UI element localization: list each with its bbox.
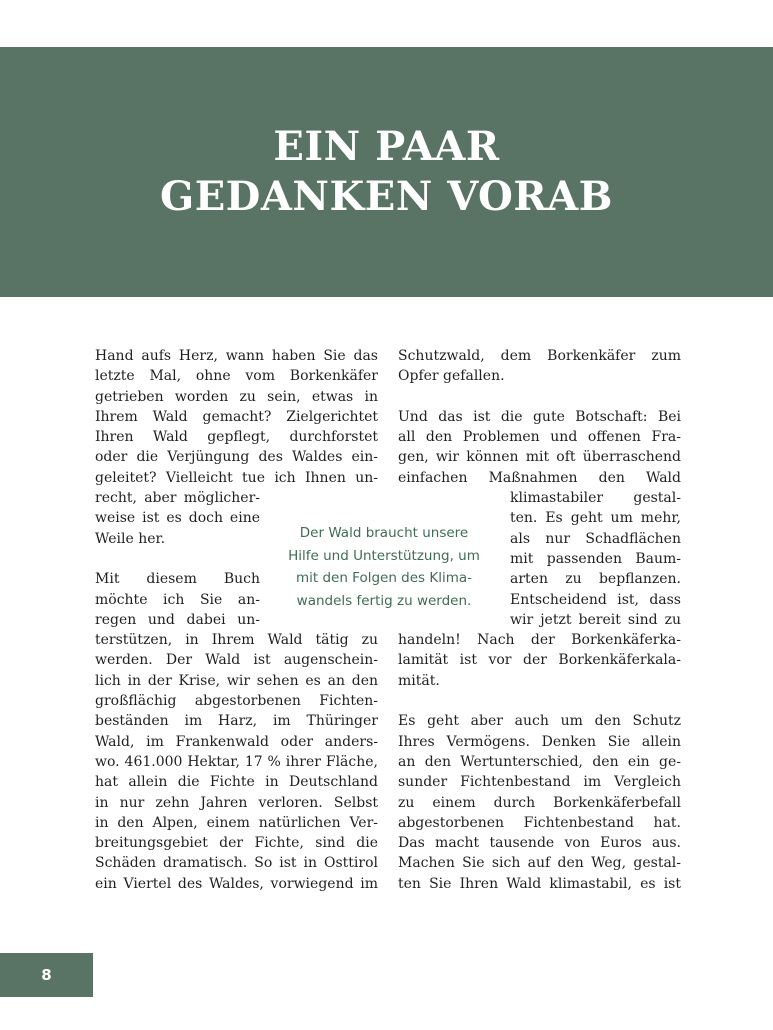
- text-line: getrieben worden zu sein, etwas in: [95, 388, 378, 405]
- text-line: all den Problemen und offenen Fra-: [398, 429, 681, 446]
- text-line: lamität ist vor der Borkenkäferkala-: [398, 652, 681, 669]
- page-number: 8: [41, 966, 52, 984]
- text-line: Machen Sie sich auf den Weg, gestal-: [398, 855, 681, 872]
- text-line: klimastabiler gestal-: [510, 490, 681, 507]
- text-line: als nur Schadflächen: [510, 530, 681, 547]
- text-line: handeln! Nach der Borkenkäferka-: [398, 632, 681, 649]
- text-line: Und das ist die gute Botschaft: Bei: [398, 408, 681, 425]
- text-line: mität.: [398, 672, 440, 689]
- title-banner: [0, 47, 773, 297]
- text-line: Wald, im Frankenwald oder anders-: [95, 733, 378, 750]
- text-line: sunder Fichtenbestand im Vergleich: [398, 774, 681, 791]
- text-line: Ihres Vermögens. Denken Sie allein: [398, 733, 681, 750]
- page-number-badge: [0, 953, 93, 997]
- right-text-column: [398, 346, 681, 894]
- text-line: mit passenden Baum-: [510, 550, 681, 567]
- text-line: Schäden dramatisch. So ist in Osttirol: [95, 855, 378, 872]
- text-line: wir jetzt bereit sind zu: [510, 611, 681, 628]
- text-line: letzte Mal, ohne vom Borkenkäfer: [95, 368, 378, 385]
- text-line: einfachen Maßnahmen den Wald: [398, 469, 681, 486]
- text-line: beständen im Harz, im Thüringer: [95, 713, 378, 730]
- text-line: Hand aufs Herz, wann haben Sie das: [95, 348, 378, 364]
- text-line: breitungsgebiet der Fichte, sind die: [95, 835, 378, 852]
- text-line: oder die Verjüngung des Waldes ein-: [95, 449, 378, 466]
- text-line: werden. Der Wald ist augenschein-: [95, 652, 378, 669]
- text-line: Weile her.: [95, 530, 166, 547]
- text-line: regen und dabei un-: [95, 611, 260, 628]
- pull-quote-line: wandels fertig zu werden.: [296, 592, 472, 609]
- text-line: Ihren Wald gepflegt, durchforstet: [95, 429, 378, 446]
- text-line: wo. 461.000 Hektar, 17 % ihrer Fläche,: [95, 753, 378, 770]
- text-line: geleitet? Vielleicht tue ich Ihnen un-: [95, 469, 378, 486]
- text-line: weise ist es doch eine: [95, 510, 260, 527]
- text-line: Mit diesem Buch: [95, 571, 260, 588]
- text-line: möchte ich Sie an-: [95, 591, 260, 608]
- text-line: arten zu bepflanzen.: [510, 571, 681, 588]
- left-text-column: [95, 346, 378, 894]
- text-line: an den Wertunterschied, den ein ge-: [398, 753, 681, 770]
- text-line: lich in der Krise, wir sehen es an den: [95, 672, 378, 689]
- text-line: Es geht aber auch um den Schutz: [398, 713, 681, 730]
- pull-quote-line: Hilfe und Unterstützung, um: [288, 547, 480, 564]
- text-line: ein Viertel des Waldes, vorwiegend im: [95, 875, 378, 892]
- text-line: terstützen, in Ihrem Wald tätig zu: [95, 632, 378, 649]
- text-line: ten Sie Ihren Wald klimastabil, es ist: [398, 875, 681, 892]
- text-line: Entscheidend ist, dass: [510, 591, 681, 608]
- text-line: Schutzwald, dem Borkenkäfer zum: [398, 348, 681, 364]
- paragraph-gap: [398, 387, 681, 407]
- text-line: gen, wir können mit oft überraschend: [398, 449, 681, 466]
- pull-quote-line: mit den Folgen des Klima-: [295, 570, 473, 586]
- text-line: in den Alpen, einem natürlichen Ver-: [95, 814, 378, 831]
- text-line: hat allein die Fichte in Deutschland: [95, 774, 378, 791]
- title-line: EIN PAAR: [273, 123, 500, 170]
- text-line: recht, aber möglicher-: [95, 490, 260, 507]
- paragraph-gap: [398, 691, 681, 711]
- text-line: Ihrem Wald gemacht? Zielgerichtet: [95, 408, 378, 425]
- title-line: GEDANKEN VORAB: [160, 173, 613, 220]
- text-line: großflächig abgestorbenen Fichten-: [95, 693, 378, 710]
- text-line: Opfer gefallen.: [398, 368, 505, 385]
- text-line: abgestorbenen Fichtenbestand hat.: [398, 814, 681, 831]
- pull-quote-line: Der Wald braucht unsere: [299, 525, 469, 541]
- text-line: zu einem durch Borkenkäferbefall: [398, 794, 681, 811]
- page-title: [160, 122, 613, 222]
- text-line: Das macht tausende von Euros aus.: [398, 835, 681, 852]
- text-line: in nur zehn Jahren verloren. Selbst: [95, 794, 378, 811]
- text-line: ten. Es geht um mehr,: [510, 510, 681, 527]
- pull-quote: [268, 522, 500, 612]
